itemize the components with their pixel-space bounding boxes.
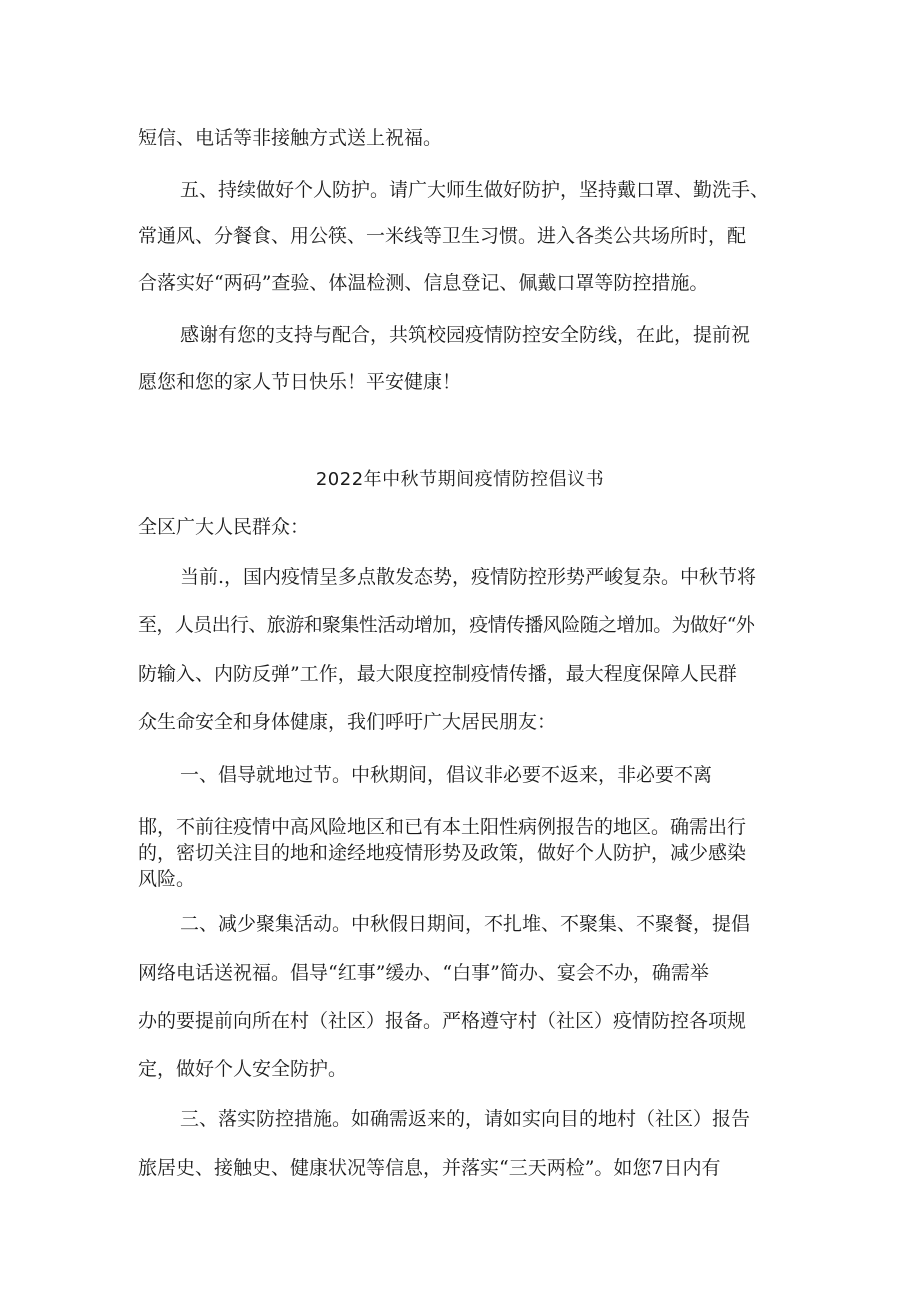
paragraph-line: 合落实好“两码”查验、体温检测、信息登记、佩戴口罩等防控措施。: [138, 272, 709, 294]
paragraph-line: 众生命安全和身体健康，我们呼吁广大居民朋友：: [138, 711, 557, 733]
paragraph-line: 至，人员出行、旅游和聚集性活动增加，疫情传播风险随之增加。为做好“外: [138, 614, 755, 636]
paragraph-line: 三、落实防控措施。如确需返来的，请如实向目的地村（社区）报告: [180, 1108, 751, 1130]
paragraph-line: 网络电话送祝福。倡导“红事”缓办、“白事”简办、宴会不办，确需举: [138, 962, 709, 984]
paragraph-line: 二、减少聚集活动。中秋假日期间，不扎堆、不聚集、不聚餐，提倡: [180, 913, 751, 935]
salutation: 全区广大人民群众：: [138, 516, 310, 538]
paragraph-line: 办的要提前向所在村（社区）报备。严格遵守村（社区）疫情防控各项规: [138, 1010, 747, 1032]
paragraph-line: 常通风、分餐食、用公筷、一米线等卫生习惯。进入各类公共场所时，配: [138, 225, 747, 247]
paragraph-line: 定，做好个人安全防护。: [138, 1058, 348, 1080]
paragraph-line: 当前.，国内疫情呈多点散发态势，疫情防控形势严峻复杂。中秋节将: [180, 566, 757, 588]
paragraph-line: 五、持续做好个人防护。请广大师生做好防护，坚持戴口罩、勤洗手、: [180, 179, 770, 201]
paragraph-line: 一、倡导就地过节。中秋期间，倡议非必要不返来，非必要不离: [180, 764, 713, 786]
paragraph-line: 防输入、内防反弹”工作，最大限度控制疫情传播，最大程度保障人民群: [138, 663, 737, 685]
paragraph-line: 邯，不前往疫情中高风险地区和已有本土阳性病例报告的地区。确需出行: [138, 816, 747, 838]
paragraph-line: 愿您和您的家人节日快乐！平安健康！: [138, 371, 462, 393]
paragraph-line: 感谢有您的支持与配合，共筑校园疫情防控安全防线，在此，提前祝: [180, 324, 751, 346]
paragraph-line: 的，密切关注目的地和途经地疫情形势及政策，做好个人防护，减少感染: [138, 842, 747, 864]
paragraph-line: 短信、电话等非接触方式送上祝福。: [138, 127, 443, 149]
document-title: 2022年中秋节期间疫情防控倡议书: [315, 469, 605, 490]
paragraph-line: 风险。: [138, 868, 196, 890]
paragraph-line: 旅居史、接触史、健康状况等信息，并落实“三天两检”。如您7日内有: [138, 1157, 721, 1179]
